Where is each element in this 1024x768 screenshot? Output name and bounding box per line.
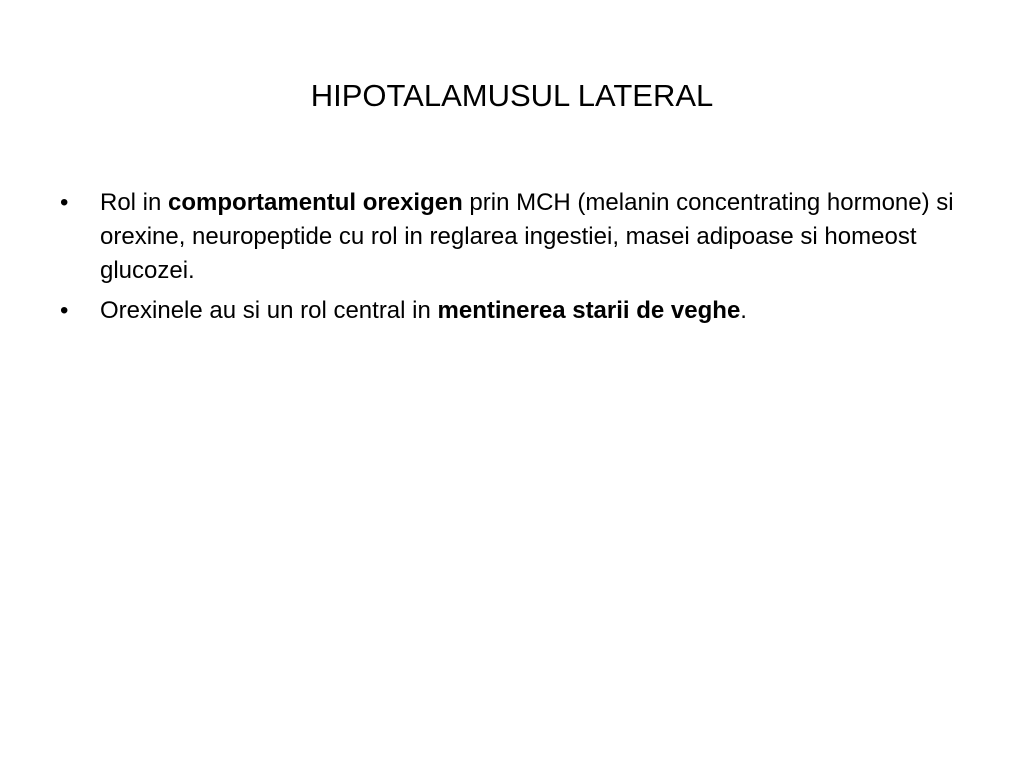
bullet-item-orexigenic-role [60, 186, 970, 288]
bullet-text-before: Rol in [100, 189, 169, 216]
bullet-icon: • [60, 297, 69, 324]
bullet-text-after: prin MCH (melanin concentrating hormone) si orexine, neuropeptide cu rol in reglarea ingestiei, masei adipoase si homeost glucozei. [100, 189, 954, 284]
bullet-text-bold: mentinerea starii de veghe [437, 297, 741, 324]
bullet-icon: • [60, 189, 69, 216]
bullet-list [60, 186, 970, 334]
bullet-text-after: . [740, 297, 747, 324]
bullet-item-wakefulness [60, 294, 970, 328]
bullet-text-bold: comportamentul orexigen [168, 189, 463, 216]
bullet-text-before: Orexinele au si un rol central in [100, 297, 438, 324]
slide-title: HIPOTALAMUSUL LATERAL [310, 78, 714, 113]
